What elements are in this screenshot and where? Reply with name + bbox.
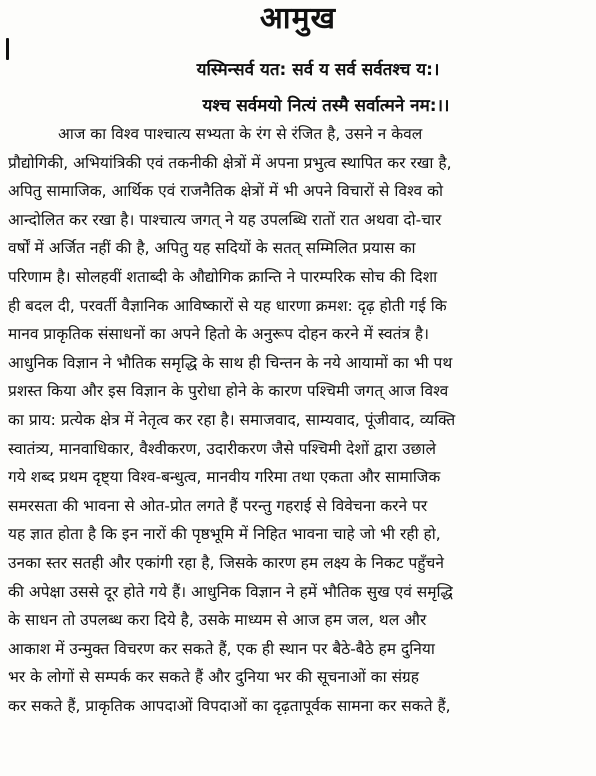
text-line: मानव प्राकृतिक संसाधनों का अपने हितो के अनुरूप दोहन करने में स्वतंत्र है। bbox=[8, 325, 430, 344]
text-line: आज का विश्व पाश्चात्य सभ्यता के रंग से रंजित है, उसने न केवल bbox=[58, 125, 423, 143]
text-line: प्रशस्त किया और इस विज्ञान के पुरोधा होने के कारण पश्चिमी जगत् आज विश्व bbox=[8, 382, 449, 401]
text-line: यह ज्ञात होता है कि इन नारों की पृष्ठभूमि में निहित भावना चाहे जो भी रही हो, bbox=[8, 525, 441, 544]
text-line: स्वातंत्र्य, मानवाधिकार, वैश्वीकरण, उदारीकरण जैसे पश्चिमी देशों द्वारा उछाले bbox=[8, 439, 436, 458]
text-line: आधुनिक विज्ञान ने भौतिक समृद्धि के साथ ही चिन्तन के नये आयामों का भी पथ bbox=[8, 353, 453, 372]
text-line: भर के लोगों से सम्पर्क कर सकते हैं और दुनिया भर की सूचनाओं का संग्रह bbox=[8, 668, 420, 687]
text-line: वर्षों में अर्जित नहीं की है, अपितु यह सदियों के सतत् सम्मिलित प्रयास का bbox=[8, 239, 416, 258]
shloka-line-1: यस्मिन्सर्व यत: सर्व य सर्व सर्वतश्च य:। bbox=[196, 60, 440, 80]
text-line: अपितु सामाजिक, आर्थिक एवं राजनैतिक क्षेत्रों में भी अपने विचारों से विश्व को bbox=[8, 182, 443, 201]
text-line: आकाश में उन्मुक्त विचरण कर सकते हैं, एक ही स्थान पर बैठे-बैठे हम दुनिया bbox=[8, 639, 435, 658]
text-line: गये शब्द प्रथम दृष्ट्या विश्व-बन्धुत्व, मानवीय गरिमा तथा एकता और सामाजिक bbox=[8, 468, 441, 487]
page-title: आमुख bbox=[259, 1, 337, 36]
text-line: का प्राय: प्रत्येक क्षेत्र में नेतृत्व कर रहा है। समाजवाद, साम्यवाद, पूंजीवाद, व्यक्ति bbox=[8, 410, 456, 429]
margin-mark bbox=[6, 38, 9, 60]
text-line: ही बदल दी, परवर्ती वैज्ञानिक आविष्कारों से यह धारणा क्रमश: दृढ़ होती गई कि bbox=[8, 296, 447, 315]
text-line: उनका स्तर सतही और एकांगी रहा है, जिसके कारण हम लक्ष्य के निकट पहुँचने bbox=[8, 553, 444, 572]
text-line: के साधन तो उपलब्ध करा दिये है, उसके माध्यम से आज हम जल, थल और bbox=[8, 611, 427, 630]
text-line: समरसता की भावना से ओत-प्रोत लगते हैं परन्तु गहराई से विवेचना करने पर bbox=[8, 496, 428, 515]
text-line: आन्दोलित कर रखा है। पाश्चात्य जगत् ने यह उपलब्धि रातों रात अथवा दो-चार bbox=[8, 210, 442, 229]
text-line: परिणाम है। सोलहवीं शताब्दी के औद्योगिक क्रान्ति ने पारम्परिक सोच की दिशा bbox=[8, 267, 438, 286]
text-line: कर सकते हैं, प्राकृतिक आपदाओं विपदाओं का दृढ़तापूर्वक सामना कर सकते हैं, bbox=[8, 696, 451, 715]
text-line: की अपेक्षा उससे दूर होते गये हैं। आधुनिक विज्ञान ने हमें भौतिक सुख एवं समृद्धि bbox=[8, 582, 453, 601]
shloka-line-2: यश्च सर्वमयो नित्यं तस्मै सर्वात्मने नम:।। bbox=[202, 96, 450, 116]
body-text bbox=[8, 120, 590, 720]
text-line: प्रौद्योगिकी, अभियांत्रिकी एवं तकनीकी क्षेत्रों में अपना प्रभुत्व स्थापित कर रखा है, bbox=[8, 153, 452, 172]
